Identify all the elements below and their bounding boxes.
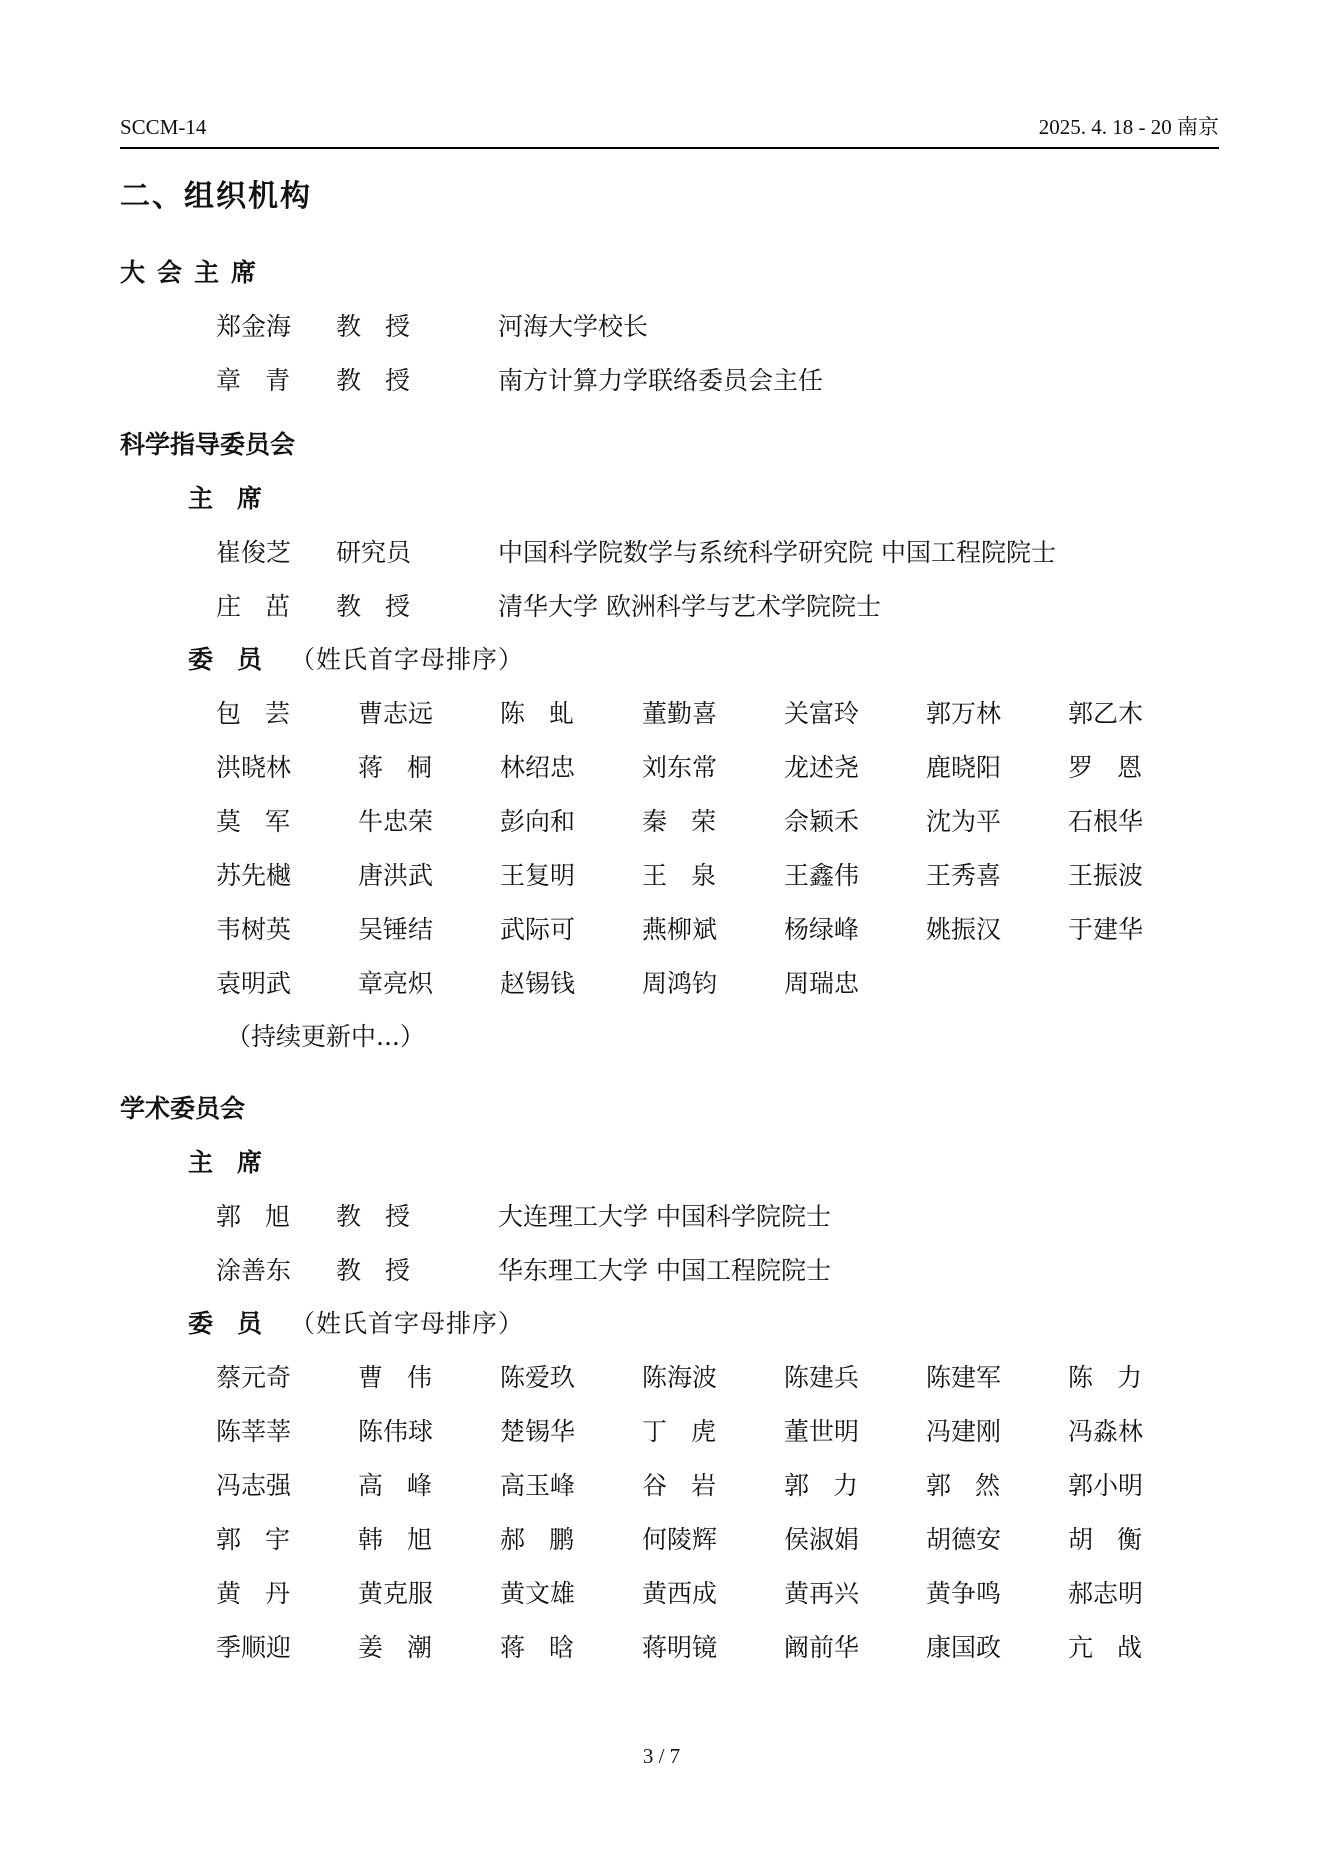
member-name: 亢战: [1068, 1633, 1167, 1662]
member-name: 王泉: [642, 861, 741, 890]
member-name: 冯淼林: [1068, 1417, 1144, 1446]
member-name: 陈爱玖: [500, 1363, 576, 1392]
page-title: 二、组织机构: [120, 179, 312, 214]
member-name: 武际可: [500, 915, 576, 944]
person-affiliation: 华东理工大学 中国工程院院士: [498, 1256, 831, 1285]
member-name: 周瑞忠: [784, 969, 860, 998]
member-name: 周鸿钧: [642, 969, 718, 998]
member-name: 唐洪武: [358, 861, 434, 890]
member-name: 陈力: [1068, 1363, 1167, 1392]
scientific-members-label: [188, 643, 524, 677]
member-name: 袁明武: [216, 969, 292, 998]
person-affiliation: 河海大学校长: [498, 312, 649, 341]
member-name: 刘东常: [642, 753, 718, 782]
member-name: 郭然: [926, 1471, 1025, 1500]
academic-members-label: [188, 1307, 524, 1341]
member-name: 燕柳斌: [642, 915, 718, 944]
person-name: 章青: [216, 366, 315, 395]
member-name: 王振波: [1068, 861, 1144, 890]
header-conference-code: SCCM-14: [120, 115, 207, 139]
member-name: 蔡元奇: [216, 1363, 292, 1392]
person-name: 崔俊芝: [216, 538, 292, 567]
person-name: 涂善东: [216, 1256, 292, 1285]
member-name: 丁虎: [642, 1417, 741, 1446]
person-name: 郑金海: [216, 312, 292, 341]
member-name: 高峰: [358, 1471, 457, 1500]
member-name: 黄西成: [642, 1579, 718, 1608]
member-name: 关富玲: [784, 699, 860, 728]
member-name: 林绍忠: [500, 753, 576, 782]
academic-chair-label-text: 主席: [188, 1148, 287, 1177]
scientific-members-label-text: 委员: [188, 645, 287, 674]
member-name: 鹿晓阳: [926, 753, 1002, 782]
person-affiliation: 清华大学 欧洲科学与艺术学院院士: [498, 592, 881, 621]
scientific-members-note: （姓氏首字母排序）: [290, 645, 525, 674]
person-name: 郭旭: [216, 1202, 315, 1231]
member-name: 包芸: [216, 699, 315, 728]
member-name: 蒋桐: [358, 753, 457, 782]
member-name: 吴锤结: [358, 915, 434, 944]
person-affiliation: 南方计算力学联络委员会主任: [498, 366, 824, 395]
member-name: 胡德安: [926, 1525, 1002, 1554]
member-name: 郝鹏: [500, 1525, 599, 1554]
member-name: 黄再兴: [784, 1579, 860, 1608]
member-name: 莫军: [216, 807, 315, 836]
academic-members-label-text: 委员: [188, 1309, 287, 1338]
member-name: 董勤喜: [642, 699, 718, 728]
member-name: 何陵辉: [642, 1525, 718, 1554]
person-title: 教授: [336, 366, 435, 395]
member-name: 章亮炽: [358, 969, 434, 998]
member-name: 季顺迎: [216, 1633, 292, 1662]
scientific-committee-heading: 科学指导委员会: [120, 430, 296, 459]
member-name: 彭向和: [500, 807, 576, 836]
person-title: 教授: [336, 1256, 435, 1285]
person-title: 教授: [336, 312, 435, 341]
member-name: 罗恩: [1068, 753, 1167, 782]
member-name: 侯淑娟: [784, 1525, 860, 1554]
member-name: 牛忠荣: [358, 807, 434, 836]
member-name: 胡衡: [1068, 1525, 1167, 1554]
member-name: 陈建军: [926, 1363, 1002, 1392]
person-name: 庄茁: [216, 592, 315, 621]
continuing-note: （持续更新中...）: [226, 1022, 425, 1051]
member-name: 蒋明镜: [642, 1633, 718, 1662]
member-name: 姚振汉: [926, 915, 1002, 944]
member-name: 秦荣: [642, 807, 741, 836]
person-affiliation: 大连理工大学 中国科学院院士: [498, 1202, 831, 1231]
member-name: 陈海波: [642, 1363, 718, 1392]
scientific-chair-label-text: 主席: [188, 484, 287, 513]
member-name: 冯志强: [216, 1471, 292, 1500]
person-title: 研究员: [336, 538, 412, 567]
academic-committee-heading: 学术委员会: [120, 1094, 246, 1123]
member-name: 郭乙木: [1068, 699, 1144, 728]
member-name: 陈建兵: [784, 1363, 860, 1392]
member-name: 郭力: [784, 1471, 883, 1500]
member-name: 苏先樾: [216, 861, 292, 890]
member-name: 于建华: [1068, 915, 1144, 944]
general-chair-heading: 大会主席: [120, 258, 269, 287]
member-name: 洪晓林: [216, 753, 292, 782]
member-name: 阚前华: [784, 1633, 860, 1662]
person-title: 教授: [336, 1202, 435, 1231]
member-name: 董世明: [784, 1417, 860, 1446]
header-divider: [120, 147, 1219, 149]
page-number: 3 / 7: [642, 1744, 681, 1768]
member-name: 王鑫伟: [784, 861, 860, 890]
member-name: 曹伟: [358, 1363, 457, 1392]
member-name: 陈虬: [500, 699, 599, 728]
member-name: 沈为平: [926, 807, 1002, 836]
academic-chair-label: [188, 1146, 286, 1180]
member-name: 康国政: [926, 1633, 1002, 1662]
member-name: 陈伟球: [358, 1417, 434, 1446]
scientific-chair-label: [188, 482, 286, 516]
member-name: 郭宇: [216, 1525, 315, 1554]
member-name: 黄丹: [216, 1579, 315, 1608]
member-name: 黄克服: [358, 1579, 434, 1608]
member-name: 赵锡钱: [500, 969, 576, 998]
member-name: 杨绿峰: [784, 915, 860, 944]
member-name: 蒋晗: [500, 1633, 599, 1662]
header-date-location: 2025. 4. 18 - 20 南京: [1038, 115, 1219, 139]
member-name: 郭万林: [926, 699, 1002, 728]
member-name: 黄争鸣: [926, 1579, 1002, 1608]
person-affiliation: 中国科学院数学与系统科学研究院 中国工程院院士: [498, 538, 1056, 567]
member-name: 谷岩: [642, 1471, 741, 1500]
member-name: 陈莘莘: [216, 1417, 292, 1446]
member-name: 郭小明: [1068, 1471, 1144, 1500]
member-name: 龙述尧: [784, 753, 860, 782]
member-name: 姜潮: [358, 1633, 457, 1662]
academic-members-note: （姓氏首字母排序）: [290, 1309, 525, 1338]
person-title: 教授: [336, 592, 435, 621]
member-name: 王复明: [500, 861, 576, 890]
member-name: 楚锡华: [500, 1417, 576, 1446]
member-name: 曹志远: [358, 699, 434, 728]
member-name: 黄文雄: [500, 1579, 576, 1608]
member-name: 佘颖禾: [784, 807, 860, 836]
member-name: 郝志明: [1068, 1579, 1144, 1608]
member-name: 韦树英: [216, 915, 292, 944]
member-name: 韩旭: [358, 1525, 457, 1554]
member-name: 石根华: [1068, 807, 1144, 836]
member-name: 冯建刚: [926, 1417, 1002, 1446]
member-name: 高玉峰: [500, 1471, 576, 1500]
member-name: 王秀喜: [926, 861, 1002, 890]
